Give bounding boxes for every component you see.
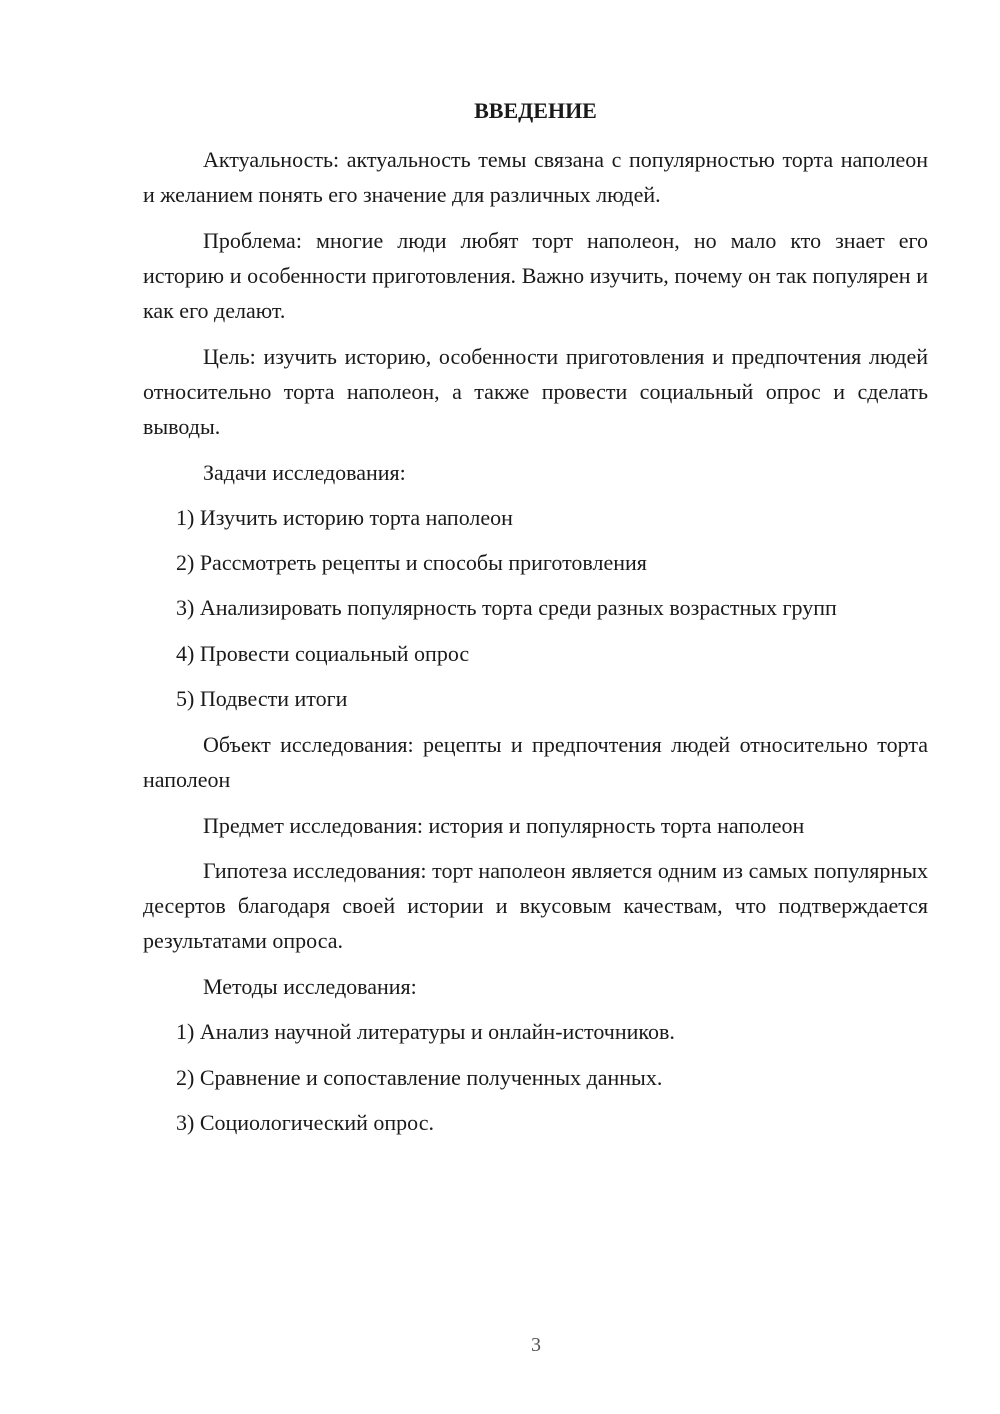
relevance-paragraph: Актуальность: актуальность темы связана с популярностью торта наполеон и желанием понять его значение для различных людей. bbox=[143, 147, 928, 207]
page-title: ВВЕДЕНИЕ bbox=[474, 98, 597, 123]
method-item: 1) Анализ научной литературы и онлайн-источников. bbox=[176, 1019, 675, 1044]
page-number: 3 bbox=[531, 1334, 541, 1356]
task-item: 1) Изучить историю торта наполеон bbox=[176, 505, 513, 530]
task-item: 4) Провести социальный опрос bbox=[176, 641, 470, 666]
hypothesis-paragraph: Гипотеза исследования: торт наполеон является одним из самых популярных десертов благодаря своей истории и вкусовым качествам, что подтверждается результатами опроса. bbox=[143, 858, 928, 953]
goal-paragraph: Цель: изучить историю, особенности приготовления и предпочтения людей относительно торта наполеон, а также провести социальный опрос и сделать выводы. bbox=[143, 344, 928, 439]
problem-paragraph: Проблема: многие люди любят торт наполеон, но мало кто знает его историю и особенности приготовления. Важно изучить, почему он так популярен и как его делают. bbox=[143, 228, 928, 323]
subject-paragraph: Предмет исследования: история и популярность торта наполеон bbox=[203, 813, 805, 838]
task-item: 2) Рассмотреть рецепты и способы приготовления bbox=[176, 550, 647, 575]
methods-heading: Методы исследования: bbox=[203, 974, 417, 999]
object-paragraph: Объект исследования: рецепты и предпочтения людей относительно торта наполеон bbox=[143, 732, 928, 792]
method-item: 3) Социологический опрос. bbox=[176, 1110, 434, 1135]
task-item: 5) Подвести итоги bbox=[176, 686, 348, 711]
method-item: 2) Сравнение и сопоставление полученных данных. bbox=[176, 1065, 663, 1090]
task-item: 3) Анализировать популярность торта среди разных возрастных групп bbox=[176, 595, 837, 620]
tasks-heading: Задачи исследования: bbox=[203, 460, 406, 485]
